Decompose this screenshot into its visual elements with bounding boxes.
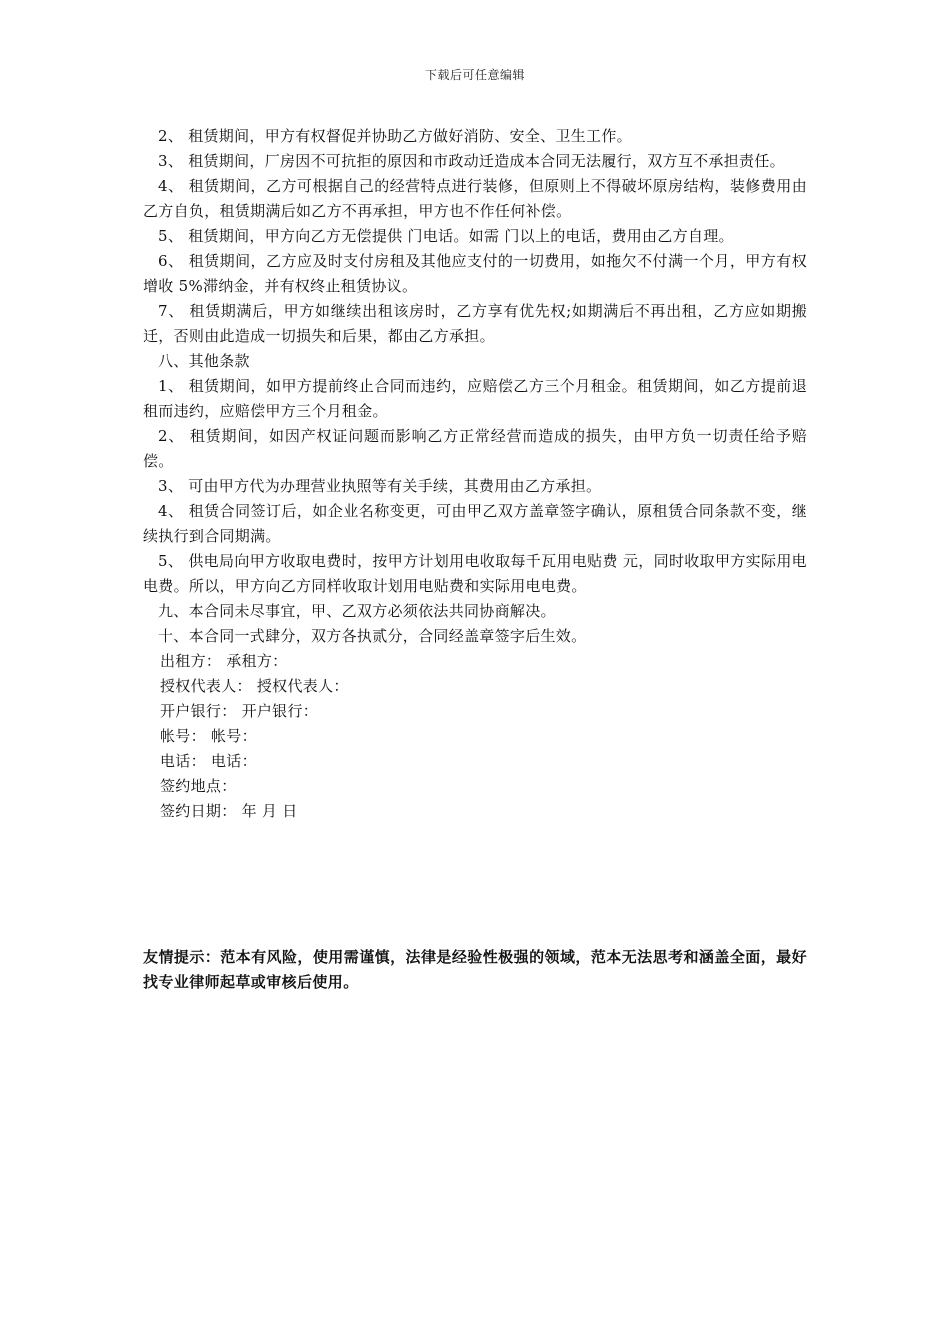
clause-7-7: 7、 租赁期满后，甲方如继续出租该房时，乙方享有优先权;如期满后不再出租，乙方应如期搬迁，否则由此造成一切损失和后果，都由乙方承担。 [143, 302, 807, 345]
signature-date: 签约日期： 年 月 日 [160, 802, 298, 820]
clause-8-5: 5、 供电局向甲方收取电费时，按甲方计划用电收取每千瓦用电贴费 元，同时收取甲方实际用电电费。所以，甲方向乙方同样收取计划用电贴费和实际用电电费。 [143, 552, 807, 595]
clause-8-2: 2、 租赁期间，如因产权证问题而影响乙方正常经营而造成的损失，由甲方负一切责任给予赔偿。 [143, 427, 807, 470]
section-10: 十、本合同一式肆分，双方各执贰分，合同经盖章签字后生效。 [158, 627, 587, 645]
clause-7-4: 4、 租赁期间，乙方可根据自己的经营特点进行装修，但原则上不得破坏原房结构，装修费用由乙方自负，租赁期满后如乙方不再承担，甲方也不作任何补偿。 [143, 177, 807, 220]
clause-7-2: 2、 租赁期间，甲方有权督促并协助乙方做好消防、安全、卫生工作。 [158, 127, 632, 145]
signature-banks: 开户银行： 开户银行： [160, 702, 319, 720]
friendly-notice: 友情提示：范本有风险，使用需谨慎，法律是经验性极强的领域，范本无法思考和涵盖全面，最好找专业律师起草或审核后使用。 [143, 948, 807, 991]
page-header: 下载后可任意编辑 [424, 68, 525, 82]
clause-7-6: 6、 租赁期间，乙方应及时支付房租及其他应支付的一切费用，如拖欠不付满一个月，甲方有权增收 5%滞纳金，并有权终止租赁协议。 [143, 252, 807, 295]
signature-representatives: 授权代表人： 授权代表人： [160, 677, 349, 695]
clause-8-1: 1、 租赁期间，如甲方提前终止合同而违约，应赔偿乙方三个月租金。租赁期间，如乙方提前退租而违约，应赔偿甲方三个月租金。 [143, 377, 807, 420]
signature-accounts: 帐号： 帐号： [160, 727, 257, 745]
signature-phones: 电话： 电话： [160, 752, 257, 770]
contract-body [143, 124, 807, 824]
clause-8-4: 4、 租赁合同签订后，如企业名称变更，可由甲乙双方盖章签字确认，原租赁合同条款不变，继续执行到合同期满。 [143, 502, 807, 545]
signature-parties: 出租方： 承租方： [160, 652, 288, 670]
clause-8-3: 3、 可由甲方代为办理营业执照等有关手续，其费用由乙方承担。 [158, 477, 602, 495]
section-9: 九、本合同未尽事宜，甲、乙双方必须依法共同协商解决。 [158, 602, 556, 620]
section-8-heading: 八、其他条款 [158, 352, 250, 370]
signature-block [143, 649, 807, 824]
clause-7-5: 5、 租赁期间，甲方向乙方无偿提供 门电话。如需 门以上的电话，费用由乙方自理。 [158, 227, 734, 245]
signature-place: 签约地点： [160, 777, 237, 795]
clause-7-3: 3、 租赁期间，厂房因不可抗拒的原因和市政动迁造成本合同无法履行，双方互不承担责任。 [158, 152, 785, 170]
